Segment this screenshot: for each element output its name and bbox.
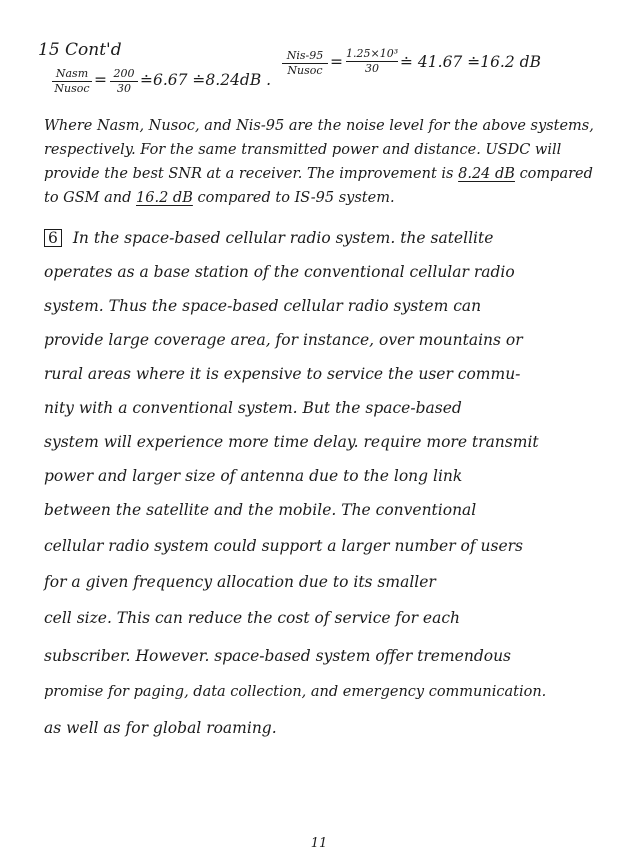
paragraph2-line-4: provide large coverage area, for instance, over mountains or [44, 331, 523, 349]
gsm-value-numerator: 200 [113, 67, 135, 80]
gsm-equals-sign: = [94, 71, 107, 89]
paragraph2-line-11: for a given frequency allocation due to its smaller [44, 573, 436, 591]
is95-value-fraction [346, 48, 398, 75]
improvement-gsm-value: 8.24 dB [458, 166, 515, 182]
gsm-result: ≐6.67 ≐8.24dB . [140, 71, 272, 89]
is95-value-numerator: 1.25×10³ [346, 47, 399, 60]
paragraph2-line-15: as well as for global roaming. [44, 719, 277, 737]
gsm-ratio-numerator: Nasm [55, 67, 89, 80]
improvement-is95-value: 16.2 dB [136, 190, 193, 206]
paragraph2-line-10: cellular radio system could support a larger number of users [44, 537, 524, 555]
paragraph1-line-4-head: to GSM and [44, 190, 132, 206]
paragraph2-line-3: system. Thus the space-based cellular radio system can [44, 297, 482, 315]
paragraph2-line-8: power and larger size of antenna due to the long link [44, 467, 463, 485]
paragraph1-line-4 [44, 188, 395, 208]
paragraph2-line-14: promise for paging, data collection, and emergency communication. [44, 684, 547, 700]
is95-ratio-denominator: Nusoc [287, 64, 323, 77]
gsm-ratio-denominator: Nusoc [54, 82, 90, 95]
gsm-value-fraction [110, 68, 138, 95]
paragraph2-line-6: nity with a conventional system. But the space-based [44, 399, 462, 417]
page-number: 11 [310, 836, 328, 851]
paragraph1-line-3-text: provide the best SNR at a receiver. The improvement is [44, 166, 454, 182]
paragraph2-line-13: subscriber. However. space-based system offer tremendous [44, 647, 512, 665]
section-heading: 15 Cont'd [38, 40, 122, 60]
is95-ratio-fraction [282, 50, 328, 77]
paragraph2-line-9: between the satellite and the mobile. The conventional [44, 501, 477, 519]
paragraph2-line-1-text: In the space-based cellular radio system. the satellite [72, 229, 494, 247]
paragraph1-line-3-tail: compared [519, 166, 593, 182]
paragraph1-line-1: Where Nasm, Nusoc, and Nis-95 are the noise level for the above systems, [44, 118, 594, 134]
paragraph2-line-7: system will experience more time delay. require more transmit [44, 433, 539, 451]
gsm-value-denominator: 30 [117, 82, 131, 95]
paragraph1-line-2: respectively. For the same transmitted power and distance. USDC will [44, 142, 562, 158]
paragraph2-line-5: rural areas where it is expensive to service the user commu- [44, 365, 521, 383]
is95-result: ≐ 41.67 ≐16.2 dB [400, 53, 541, 71]
paragraph2-line-2: operates as a base station of the conventional cellular radio [44, 263, 515, 281]
is95-equals-sign: = [330, 53, 343, 71]
paragraph2-line-1 [44, 228, 493, 248]
is95-value-denominator: 30 [365, 62, 379, 75]
paragraph1-line-4-tail: compared to IS-95 system. [197, 190, 395, 206]
question-number-box: 6 [44, 229, 62, 247]
paragraph1-line-3 [44, 164, 593, 184]
paragraph2-line-12: cell size. This can reduce the cost of service for each [44, 609, 461, 627]
is95-ratio-numerator: Nis-95 [286, 49, 324, 62]
gsm-ratio-fraction [52, 68, 92, 95]
